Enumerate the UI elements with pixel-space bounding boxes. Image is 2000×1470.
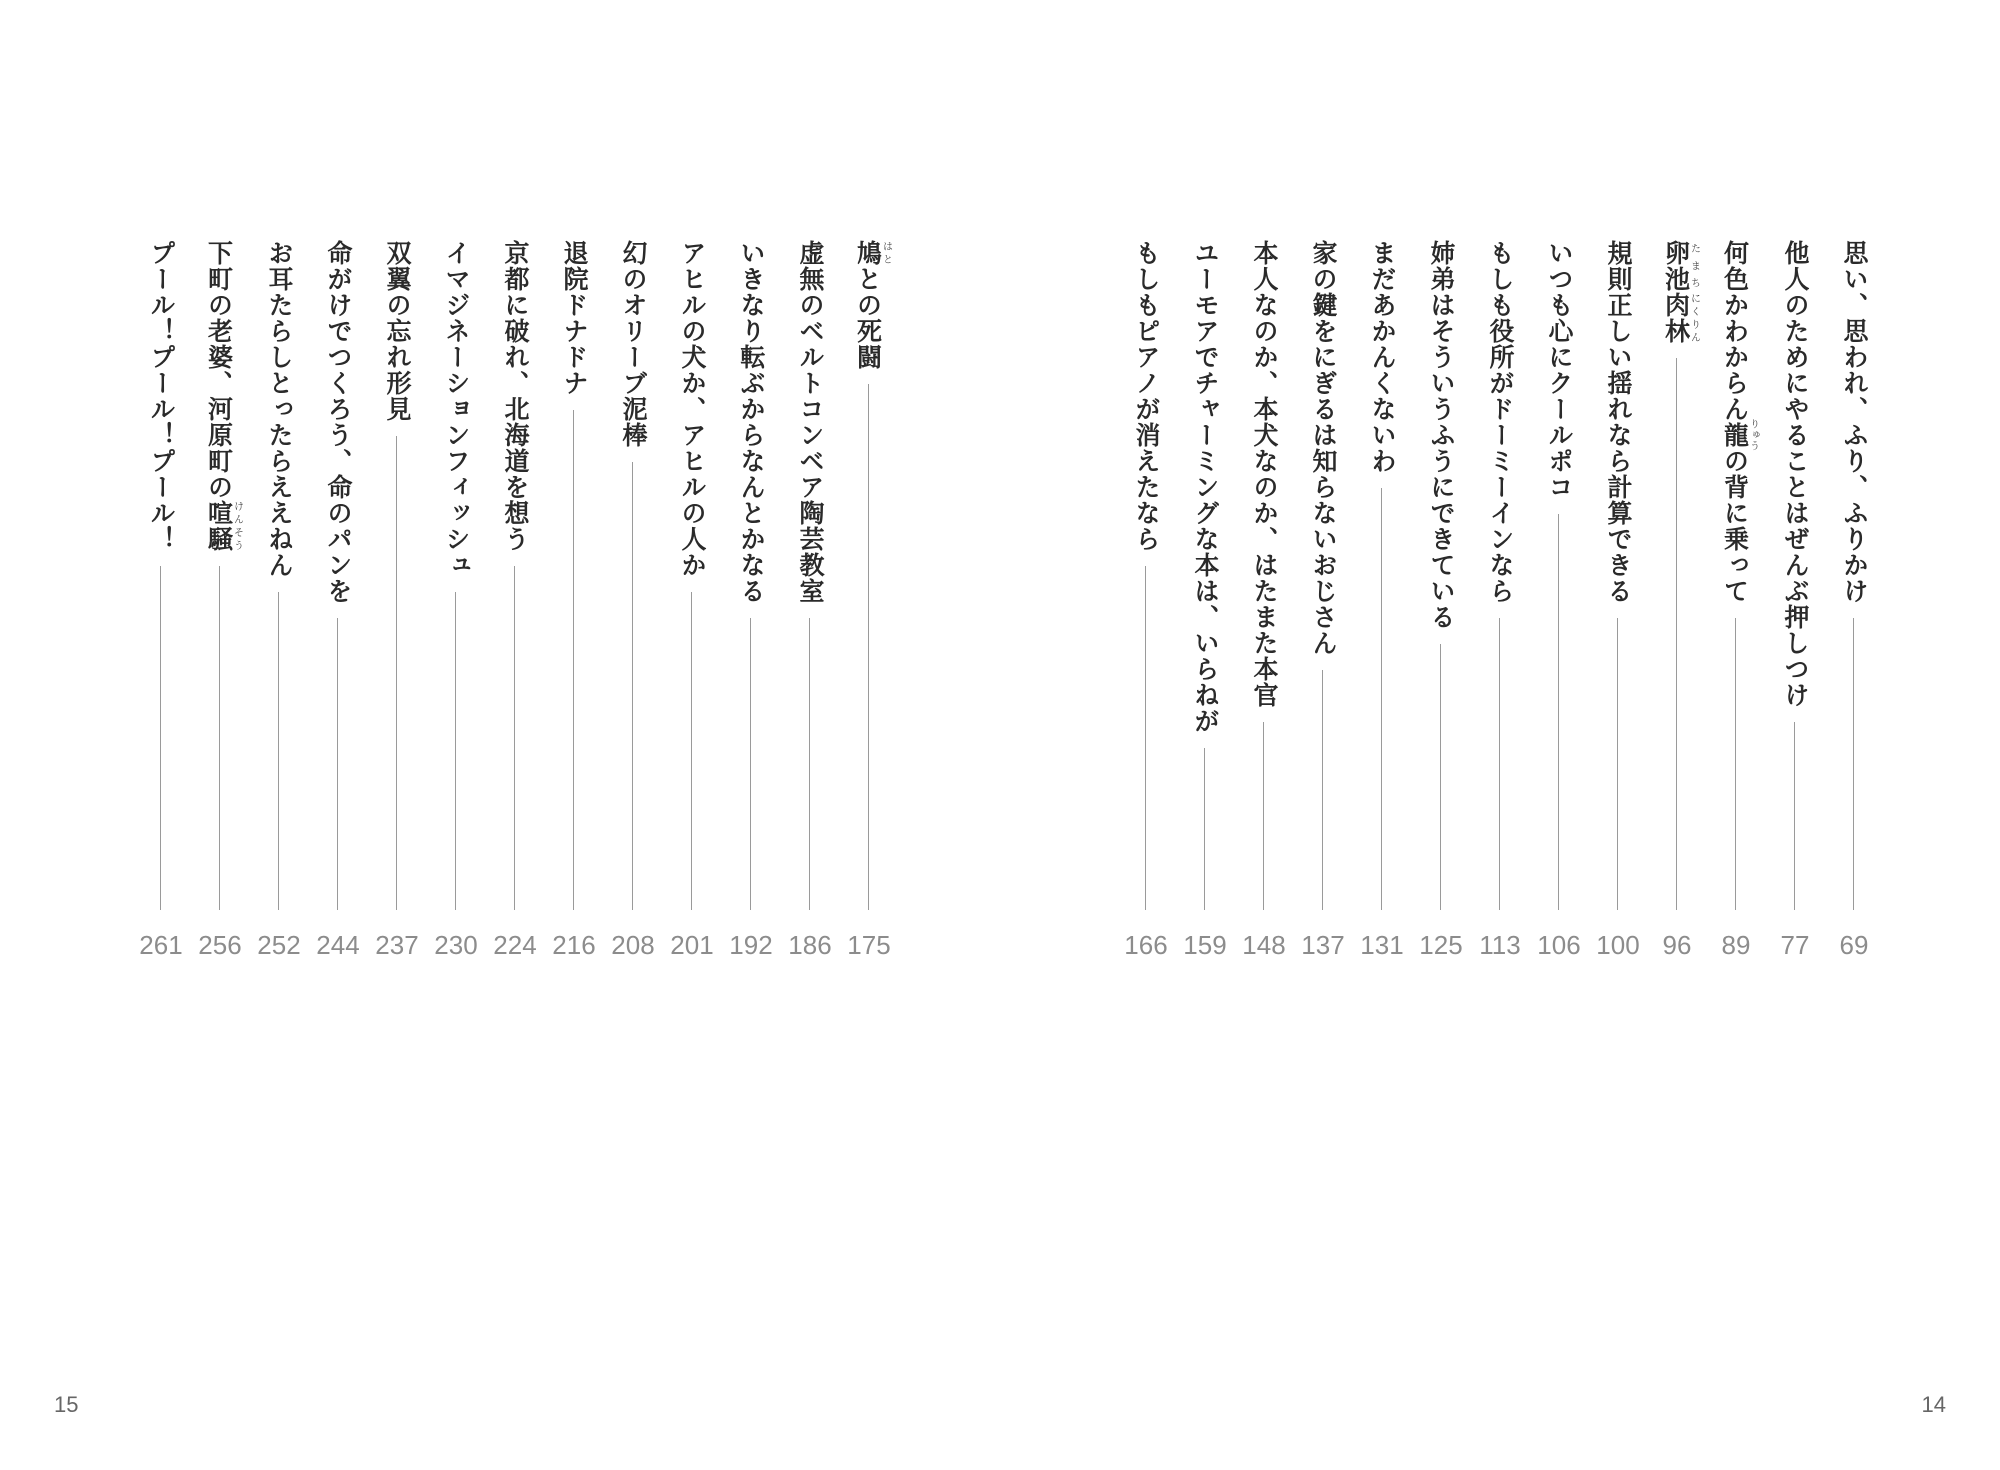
- toc-entry-title: 他人のためにやることはぜんぶ押しつけ: [1781, 240, 1810, 708]
- toc-page-number: 261: [139, 930, 183, 960]
- toc-entry[interactable]: [1478, 240, 1522, 960]
- toc-entry[interactable]: [1124, 240, 1168, 960]
- page-folio-right: 14: [1921, 1392, 1946, 1417]
- toc-entry[interactable]: [611, 240, 655, 960]
- toc-page-number: 166: [1124, 930, 1168, 960]
- leader-line: [1617, 618, 1618, 910]
- toc-entry[interactable]: [1596, 240, 1640, 960]
- toc-entry[interactable]: [1655, 240, 1699, 960]
- toc-page-number: 77: [1780, 930, 1810, 960]
- ruby-annotation: 肉林にくりん: [1661, 292, 1700, 344]
- leader-line: [1676, 358, 1677, 910]
- leader-line: [1794, 722, 1795, 910]
- toc-entry-title: 規則正しい揺れなら計算できる: [1604, 240, 1633, 604]
- ruby-annotation: 卵池たまち: [1661, 240, 1700, 292]
- leader-line: [1499, 618, 1500, 910]
- toc-entry[interactable]: [1301, 240, 1345, 960]
- leader-line: [1145, 566, 1146, 910]
- toc-entry-title: イマジネーションフィッシュ: [442, 240, 471, 578]
- toc-entry[interactable]: [788, 240, 832, 960]
- toc-entry-title: ユーモアでチャーミングな本は、いらねが: [1191, 240, 1220, 734]
- leader-line: [1322, 670, 1323, 910]
- leader-line: [514, 566, 515, 910]
- ruby-annotation: 鳩はと: [853, 240, 892, 266]
- toc-entry[interactable]: [375, 240, 419, 960]
- toc-entry-title: 下町の老婆、河原町の喧騒けんそう: [204, 240, 243, 552]
- leader-line: [396, 436, 397, 910]
- toc-page-number: 216: [552, 930, 596, 960]
- toc-page-number: 186: [788, 930, 832, 960]
- page-folio-left: 15: [54, 1392, 79, 1417]
- toc-page-number: 137: [1301, 930, 1345, 960]
- toc-entry-title: 鳩はととの死闘: [853, 240, 892, 370]
- leader-line: [160, 566, 161, 910]
- toc-entry-title: もしも役所がドーミーインなら: [1486, 240, 1515, 604]
- toc-entry[interactable]: [1183, 240, 1227, 960]
- toc-page-number: 208: [611, 930, 655, 960]
- toc-entry[interactable]: [257, 240, 301, 960]
- toc-entry[interactable]: [847, 240, 891, 960]
- toc-page-number: 69: [1839, 930, 1869, 960]
- leader-line: [750, 618, 751, 910]
- toc-entry[interactable]: [1360, 240, 1404, 960]
- leader-line: [1735, 618, 1736, 910]
- toc-page-number: 131: [1360, 930, 1404, 960]
- leader-line: [1263, 722, 1264, 910]
- toc-entry-title: プール！プール！プール！: [147, 240, 176, 552]
- toc-entry[interactable]: [1714, 240, 1758, 960]
- leader-line: [337, 618, 338, 910]
- ruby-annotation: 喧騒けんそう: [204, 500, 243, 552]
- toc-page-number: 106: [1537, 930, 1581, 960]
- leader-line: [691, 592, 692, 910]
- toc-page-number: 89: [1721, 930, 1751, 960]
- toc-entry[interactable]: [552, 240, 596, 960]
- toc-page-number: 237: [375, 930, 419, 960]
- toc-page-number: 159: [1183, 930, 1227, 960]
- toc-entry-title: アヒルの犬か、アヒルの人か: [678, 240, 707, 578]
- toc-entry-title: いきなり転ぶからなんとかなる: [737, 240, 766, 604]
- toc-entry[interactable]: [729, 240, 773, 960]
- toc-page-number: 148: [1242, 930, 1286, 960]
- toc-entry-title: いつも心にクールポコ: [1545, 240, 1574, 500]
- toc-entry-title: 幻のオリーブ泥棒: [619, 240, 648, 448]
- toc-entry[interactable]: [1419, 240, 1463, 960]
- leader-line: [1440, 644, 1441, 910]
- toc-page-number: 192: [729, 930, 773, 960]
- toc-entry-title: [1655, 240, 1699, 344]
- toc-page-number: 252: [257, 930, 301, 960]
- leader-line: [868, 384, 869, 910]
- toc-entry[interactable]: [1773, 240, 1817, 960]
- toc-entry[interactable]: [670, 240, 714, 960]
- toc-page-number: 100: [1596, 930, 1640, 960]
- toc-entry[interactable]: [1832, 240, 1876, 960]
- leader-line: [809, 618, 810, 910]
- toc-entry[interactable]: [198, 240, 242, 960]
- toc-entry-title: 家の鍵をにぎるは知らないおじさん: [1309, 240, 1338, 656]
- ruby-annotation: 龍りゅう: [1720, 418, 1759, 452]
- toc-entry-title: 虚無のベルトコンベア陶芸教室: [796, 240, 825, 604]
- toc-entry[interactable]: [1242, 240, 1286, 960]
- toc-page-number: 125: [1419, 930, 1463, 960]
- leader-line: [278, 592, 279, 910]
- toc-entry-title: 退院ドナドナ: [560, 240, 589, 396]
- leader-line: [1853, 618, 1854, 910]
- leader-line: [1558, 514, 1559, 910]
- leader-line: [1381, 488, 1382, 910]
- toc-entry-title: 本人なのか、本犬なのか、はたまた本官: [1250, 240, 1279, 708]
- toc-entry-title: お耳たらしとったらええねん: [265, 240, 294, 578]
- leader-line: [219, 566, 220, 910]
- toc-entry-title: 思い、思われ、ふり、ふりかけ: [1840, 240, 1869, 604]
- toc-entry-title: まだあかんくないわ: [1368, 240, 1397, 474]
- toc-page-number: 230: [434, 930, 478, 960]
- toc-entry[interactable]: [434, 240, 478, 960]
- toc-entry[interactable]: [1537, 240, 1581, 960]
- toc-entry-title: 何色かわからん龍りゅうの背に乗って: [1720, 240, 1759, 604]
- leader-line: [1204, 748, 1205, 910]
- toc-entry[interactable]: [139, 240, 183, 960]
- toc-entry-title: 姉弟はそういうふうにできている: [1427, 240, 1456, 630]
- toc-entry-title: 命がけでつくろう、命のパンを: [324, 240, 353, 604]
- toc-entry-title: 双翼の忘れ形見: [383, 240, 412, 422]
- toc-entry[interactable]: [316, 240, 360, 960]
- toc-entry[interactable]: [493, 240, 537, 960]
- toc-page-number: 244: [316, 930, 360, 960]
- toc-page-number: 224: [493, 930, 537, 960]
- toc-entry-title: 京都に破れ、北海道を想う: [501, 240, 530, 552]
- toc-page-number: 113: [1479, 930, 1521, 960]
- leader-line: [632, 462, 633, 910]
- toc-page-number: 175: [847, 930, 891, 960]
- leader-line: [455, 592, 456, 910]
- toc-page-number: 201: [670, 930, 714, 960]
- toc-page-number: 96: [1662, 930, 1692, 960]
- toc-entry-title: もしもピアノが消えたなら: [1132, 240, 1161, 552]
- toc-page-number: 256: [198, 930, 242, 960]
- leader-line: [573, 410, 574, 910]
